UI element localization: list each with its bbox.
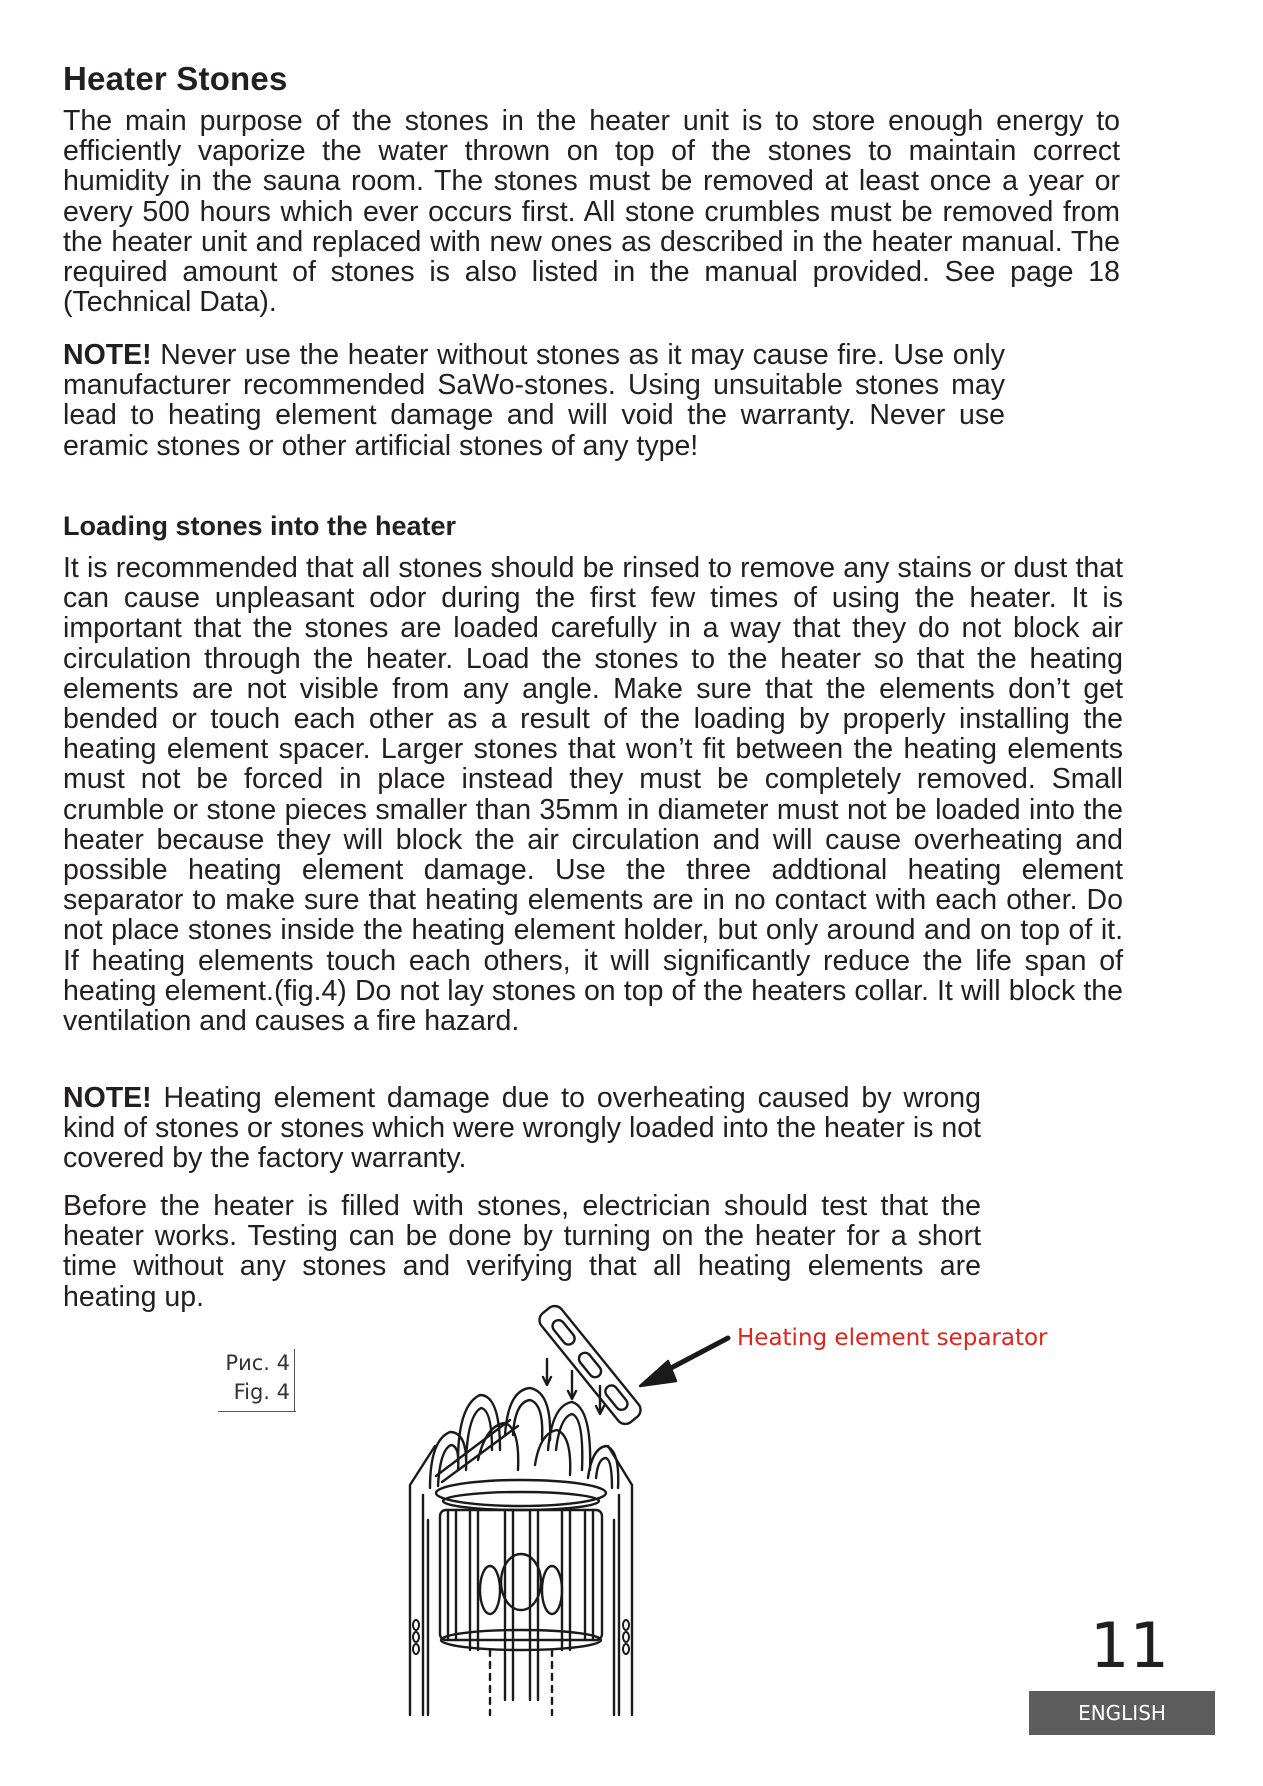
note-label: NOTE! [63,339,152,371]
heating-element-loops [430,1388,618,1488]
element-holder-center [501,1554,541,1610]
callout-arrow [652,1338,728,1378]
note-label: NOTE! [63,1082,152,1114]
separator-bar [536,1302,644,1427]
heater-body-left-wall [410,1446,435,1715]
note-paragraph-warranty [63,1083,981,1174]
heating-element-separator-label: Heating element separator [737,1325,1048,1351]
loading-paragraph: It is recommended that all stones should be rinsed to remove any stains or dust that can cause unpleasant odor during the first few times of using the heater. It is important that the stones are loaded carefully in a way that they do not block air circulation through the heater. Load the stones to the heater so that the heating elements are not visible from any angle. Make sure that the elements don’t get bended or touch each other as a result of the loading by properly installing the heating element spacer. Larger stones that won’t fit between the heating elements must not be forced in place instead they must be completely removed. Small crumble or stone pieces smaller than 35mm in diameter must not be loaded into the heater because they will block the air circulation and will cause overheating and possible heating element damage. Use the three addtional heating element separator to make sure that heating elements are in no contact with each other. Do not place stones inside the heating element holder, but only around and on top of it. If heating elements touch each others, it will significantly reduce the life span of heating element.(fig.4) Do not lay stones on top of the heaters collar. It will block the ventilation and causes a fire hazard. [63,552,1123,1038]
section-heading-loading: Loading stones into the heater [63,511,457,541]
figure-caption [218,1349,295,1411]
intro-paragraph: The main purpose of the stones in the heater unit is to store enough energy to efficiently vaporize the water thrown on top of the stones to maintain correct humidity in the sauna room. The stones must be removed at least once a year or every 500 hours which ever occurs first. All stone crumbles must be removed from the heater unit and replaced with new ones as described in the heater manual. The required amount of stones is also listed in the manual provided. See page 18 (Technical Data). [63,105,1120,319]
figure-caption-underline [218,1411,296,1412]
note-text: Never use the heater without stones as it may cause fire. Use only manufacturer recommended SaWo-stones. Using unsuitable stones may lead to heating element damage and will void the warranty. Never use eramic stones or other artificial stones of any type! [63,339,1005,462]
heater-body-right-wall [608,1446,632,1715]
page-number: 11 [1090,1609,1169,1682]
heating-element-tubes [448,1510,593,1700]
holder-strut [436,1420,510,1476]
callout-arrowhead [640,1361,676,1386]
figure-caption-ru: Рис. 4 [225,1351,290,1375]
note-paragraph-stones [63,340,1005,461]
side-vents [413,1620,629,1654]
language-badge: ENGLISH [1029,1691,1215,1735]
element-holder-ring [436,1480,606,1506]
test-paragraph: Before the heater is filled with stones, electrician should test that the heater works. Testing can be done by turning on the heater for a short time without any stones and verifying that all heating elements are heating up. [63,1190,981,1313]
page-title: Heater Stones [63,60,288,97]
figure-caption-en: Fig. 4 [233,1380,290,1404]
element-holder-frame [440,1510,602,1640]
note-text: Heating element damage due to overheating caused by wrong kind of stones or stones which were wrongly loaded into the heater is not covered by the factory warranty. [63,1082,981,1175]
